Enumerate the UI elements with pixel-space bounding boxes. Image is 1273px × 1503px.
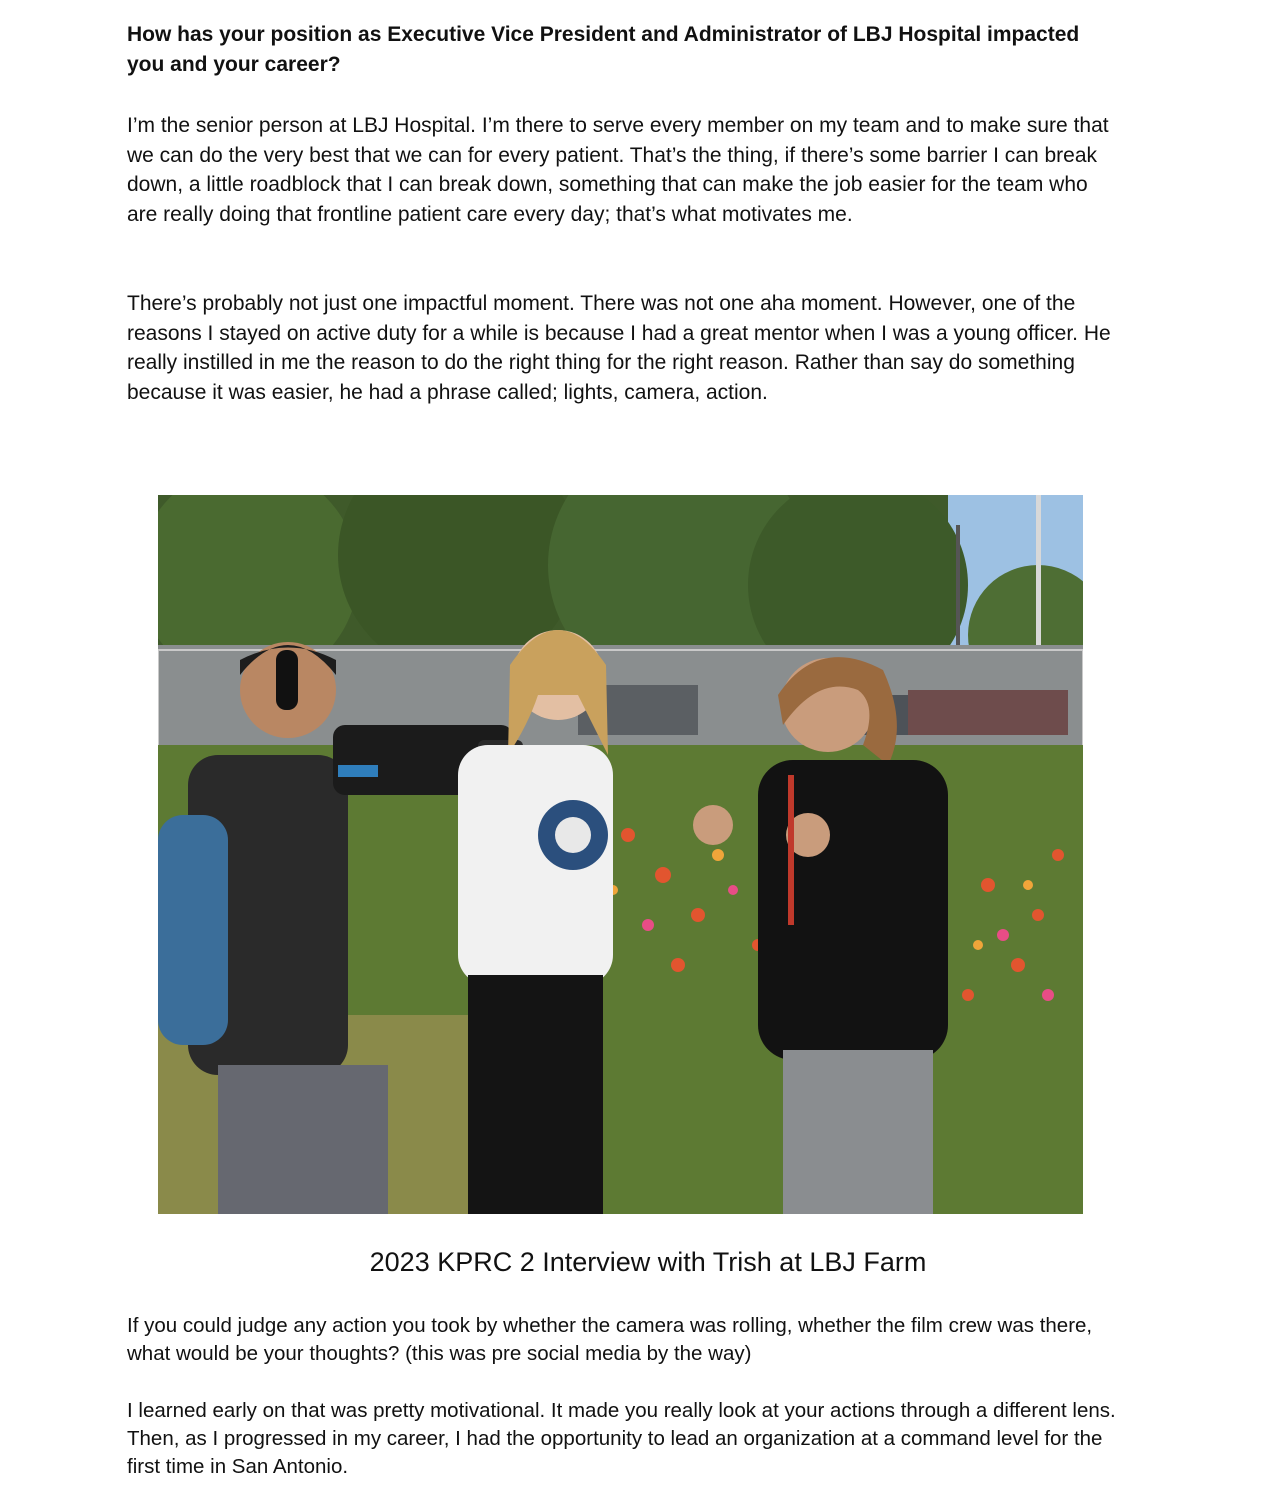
interview-question: How has your position as Executive Vice President and Administrator of LBJ Hospital impacted you and your career? xyxy=(127,23,1080,76)
followup-paragraph: If you could judge any action you took by whether the camera was rolling, whether the film crew was there, what would be your thoughts? (this was pre social media by the way) xyxy=(127,1314,1093,1365)
answer-paragraph-2: There’s probably not just one impactful moment. There was not one aha moment. However, one of the reasons I stayed on active duty for a while is because I had a great mentor when I was a young officer. He really instilled in me the reason to do the right thing for the right reason. Rather than say do something because it was easier, he had a phrase called; lights, camera, action. xyxy=(127,292,1111,404)
answer-paragraph-3: I learned early on that was pretty motivational. It made you really look at your actions through a different lens. Then, as I progressed in my career, I had the opportunity to lead an organization at a command level for the first time in San Antonio. xyxy=(127,1399,1116,1478)
answer-paragraph-1: I’m the senior person at LBJ Hospital. I’m there to serve every member on my team and to make sure that we can do the very best that we can for every patient. That’s the thing, if there’s some barrier I can break down, a little roadblock that I can break down, something that can make the job easier for the team who are really doing that frontline patient care every day; that’s what motivates me. xyxy=(127,114,1109,226)
interview-photo xyxy=(158,495,1083,1214)
photo-caption: 2023 KPRC 2 Interview with Trish at LBJ Farm xyxy=(369,1247,927,1277)
